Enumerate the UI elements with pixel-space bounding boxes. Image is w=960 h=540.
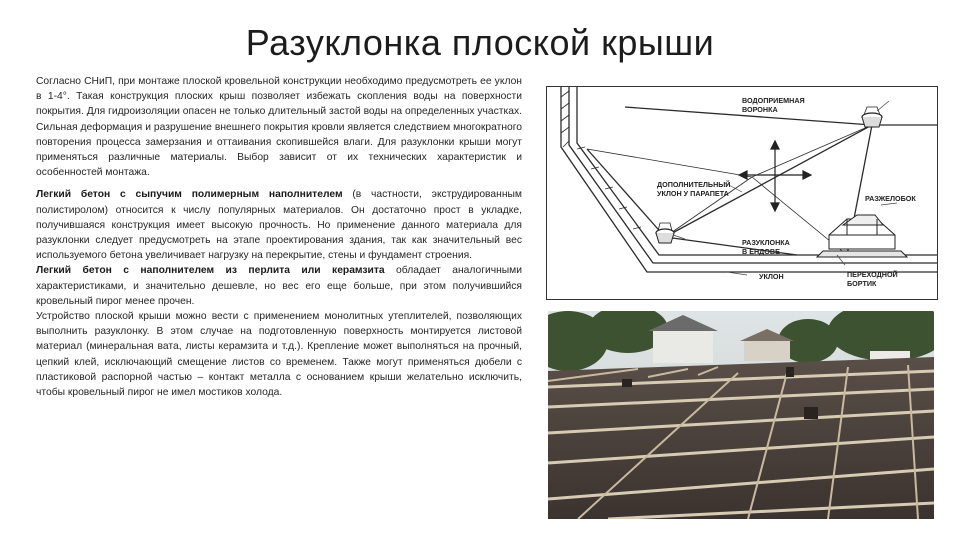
paragraph-3-lead: Легкий бетон с наполнителем из перлита или керамзита bbox=[36, 265, 385, 277]
paragraph-3 bbox=[36, 263, 522, 309]
cricket-curb-icon bbox=[817, 215, 907, 257]
label-valley-1: РАЗУКЛОНКА bbox=[742, 238, 790, 247]
label-parapet-2: УКЛОН У ПАРАПЕТА bbox=[657, 189, 729, 198]
drain-funnel-icon bbox=[862, 107, 882, 127]
label-parapet-1: ДОПОЛНИТЕЛЬНЫЙ bbox=[657, 180, 731, 189]
paragraph-1: Согласно СНиП, при монтаже плоской кровельной конструкции необходимо предусмотреть ее уклон в 1-4°. Такая конструкция плоских крыш позволяет избежать скопления воды на поверхности покрытия. Для гидроизоляции опасен не только длительный застой воды на определенных участках. Сильная деформация и разрушение внешнего покрытия кровли является следствием многократного повторения процесса замерзания и оттаивания скопившейся влаги. Для разуклонки крыши могут применяться различные материалы. Выбор зависит от их технических характеристик и особенностей монтажа. bbox=[36, 76, 522, 179]
paragraph-2-body: (в частности, экструдированным полистиролом) относится к числу популярных материалов. Он достаточно прост в укладке, получившаяся конструкция имеет высокую прочность. Но применение данного материала для разуклонки следует предусмотреть на этапе проектирования здания, так как значительный вес используемого бетона увеличивает нагрузку на перекрытие, стены и фундамент строения. bbox=[36, 189, 522, 262]
label-slope: УКЛОН bbox=[759, 272, 784, 281]
paragraph-2-lead: Легкий бетон с сыпучим полимерным наполнителем bbox=[36, 189, 343, 201]
body-text bbox=[36, 74, 522, 400]
roof-construction-photo bbox=[548, 311, 934, 519]
drain-funnel-icon bbox=[656, 223, 674, 243]
label-curb-1: ПЕРЕХОДНОЙ bbox=[847, 270, 898, 279]
slide-title bbox=[0, 22, 960, 64]
label-funnel-1: ВОДОПРИЕМНАЯ bbox=[742, 96, 805, 105]
paragraph-4: Устройство плоской крыши можно вести с применением монолитных утеплителей, позволяющих выполнить разуклонку. В этом случае на подготовленную поверхность монтируется листовой материал (минеральная вата, листы керамзита и т.д.). Крепление может выполняться на прочный, цепкий клей, исключающий смещение листов со временем. Также могут применяться дюбели с пластиковой распорной частью – контакт металла с основанием крыши желательно исключить, чтобы кровельный пирог не имел мостиков холода. bbox=[36, 311, 522, 399]
label-valley-2: В ЕНДОВЕ bbox=[742, 247, 780, 256]
paragraph-3-body: обладает аналогичными характеристиками, и значительно дешевле, но вес его еще больше, при этом получившийся кровельный пирог менее прочен. bbox=[36, 265, 522, 307]
roof-photo-illustration bbox=[548, 311, 934, 519]
title-part-2: плоской крыши bbox=[451, 22, 715, 63]
roof-slope-diagram bbox=[546, 86, 938, 300]
label-curb-2: БОРТИК bbox=[847, 279, 877, 288]
paragraph-2 bbox=[36, 187, 522, 263]
label-cricket: РАЗЖЕЛОБОК bbox=[865, 194, 916, 203]
label-funnel-2: ВОРОНКА bbox=[742, 105, 778, 114]
roof-diagram-drawing bbox=[547, 87, 937, 299]
title-part-1: Разуклонка bbox=[245, 22, 452, 63]
